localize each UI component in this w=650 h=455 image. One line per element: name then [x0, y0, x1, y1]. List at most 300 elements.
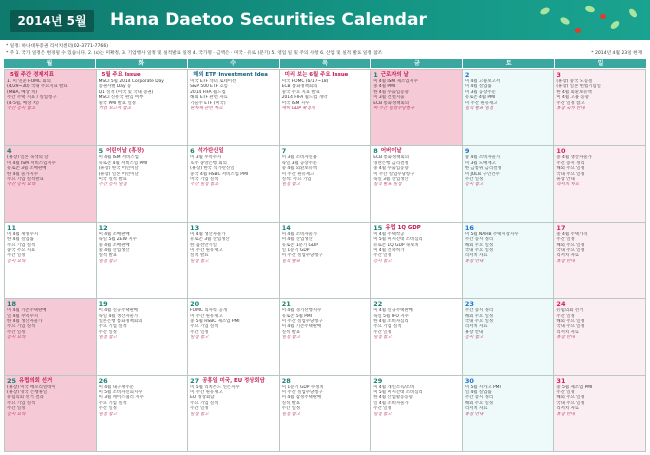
event-line: (휴장) 중국 노동절 [556, 79, 593, 84]
day-event-label: 유럽의회 선거 [19, 377, 53, 384]
calendar-cell [97, 376, 188, 451]
event-line: 예비 GDP 확정치 [281, 106, 316, 112]
event-line: 주요 기업 실적 [7, 324, 36, 330]
day-number: 21 [281, 300, 291, 309]
event-line: 주간 증시 정리 [464, 237, 494, 243]
event-line: 한 4월 소비자심리 [373, 319, 409, 324]
calendar-cell [463, 376, 554, 451]
cell-header [373, 147, 460, 155]
ladybug-icon [575, 28, 581, 33]
cell-event-list [282, 232, 369, 264]
cell-header [282, 300, 369, 308]
event-line: 미 4월 산업생산 [281, 237, 313, 243]
event-line: (휴장) 일본 녹색의 날 [7, 155, 49, 161]
calendar-cell [97, 299, 188, 374]
cell-event-list [465, 155, 552, 187]
day-number: 6 [190, 147, 195, 156]
event-line: 미 4월 내구재주문 [98, 384, 134, 390]
cell-event-list [190, 385, 277, 417]
cell-header [465, 71, 552, 79]
calendar-cell [371, 223, 462, 298]
leaf-decoration-icon [539, 6, 551, 16]
event-line: 미 4월 개인소득/소비 [373, 384, 415, 390]
event-line: 미 5월 NAHB 주택시장지수 [464, 231, 519, 237]
event-line: MSCI 5월 2014 Corporate Day [98, 79, 164, 84]
event-line: (휴장) 미국 메모리얼데이 [7, 384, 56, 390]
event-line: 미 3월 공장주문 [464, 89, 496, 95]
leaf-decoration-icon [584, 5, 595, 13]
event-line: 리서치 자료 [556, 406, 580, 412]
event-line: 국내 주요 일정 [464, 319, 494, 324]
event-line: 일본은행 통화정책회의 [98, 319, 143, 324]
event-line: 미 3월 도매재고 [464, 160, 496, 166]
event-line: 주간 일정 [7, 406, 26, 412]
event-line: 미국 ETF 섹터 로테이션 [190, 79, 237, 84]
cell-event-list [556, 79, 643, 111]
cell-event-list [465, 79, 552, 111]
cell-header [99, 224, 186, 232]
cell-header [7, 147, 94, 155]
event-line: FOMC 의사록 공개 [190, 308, 227, 314]
day-number: 13 [190, 223, 200, 232]
cell-event-list [7, 385, 94, 417]
cell-event-list [282, 155, 369, 187]
event-line: 독일 5월 IFO 지수 [373, 313, 409, 319]
event-line: 휴장 안내 [556, 335, 575, 341]
event-line: MSCI 신흥국 편입 여부 [98, 95, 144, 101]
event-line: (휴장) 영국 은행휴일 [7, 390, 48, 395]
calendar-cell [463, 70, 554, 145]
event-line: 미 주간 원유재고 [190, 313, 223, 319]
event-line: (휴장) 일본 헌법기념일 [556, 84, 601, 90]
day-number: 8 [373, 147, 378, 156]
leaf-decoration-icon [609, 19, 621, 30]
event-line: ECB 통화정책회의 [373, 155, 409, 161]
event-line: 유로존 3월 산업생산 [190, 237, 230, 243]
cell-event-list [465, 232, 552, 264]
event-line: 휴장 안내 [464, 329, 484, 335]
cell-event-list [190, 308, 277, 340]
event-line: 한 4월 산업활동동향 [373, 395, 413, 401]
cell-event-list [465, 385, 552, 417]
event-line: 중국 4월 HSBC 서비스업 PMI [190, 171, 249, 177]
event-line: 미 JOLTs 구인건수 [464, 171, 500, 177]
event-line: 리서치 자료 [556, 253, 580, 259]
event-line: 미 5월 리치몬드 연은지수 [190, 384, 240, 390]
event-line: 국내 주요 일정 [556, 324, 585, 330]
event-line: 미 3월 소비자신용 [281, 155, 317, 161]
calendar-cell [5, 146, 96, 221]
cell-header [373, 377, 460, 385]
event-line: 주간 주택 지표 / 실업청구 [7, 95, 57, 101]
weekday-mon: 월 [4, 59, 95, 68]
cell-header [465, 147, 552, 155]
event-line: 미 주간 원유재고 [190, 390, 223, 395]
event-line: 미 4월 생산자물가 [190, 231, 226, 237]
weekday-fri: 금 [371, 59, 462, 68]
cell-header [556, 71, 643, 79]
event-line: 일정 참고 [281, 335, 301, 341]
event-line: 미 4월 실업률 [464, 84, 492, 90]
cell-header [282, 224, 369, 232]
day-number: 2 [464, 71, 470, 79]
calendar-cell [280, 146, 371, 221]
weekday-thu: 목 [280, 59, 371, 68]
event-line: 일정 참고 [98, 258, 117, 264]
event-line: 미 주간 원유재고 [190, 248, 223, 254]
event-line: 원자재 관련 자료 [190, 106, 223, 112]
day-event-label: 5월 주요 Issue [101, 72, 141, 78]
calendar-cell [280, 70, 371, 145]
event-line: 휴장 안내 [556, 258, 575, 264]
event-line: 주간 일정 [556, 237, 575, 243]
event-line: 실적 발표 [190, 253, 209, 259]
calendar-cell [554, 299, 645, 374]
event-line: 주간 일정 [281, 406, 301, 412]
calendar-cell [463, 146, 554, 221]
event-line: 주요 기업 실적 [7, 242, 36, 248]
cell-event-list [190, 79, 277, 111]
year-month-badge: 2014년 5월 [10, 10, 94, 32]
event-line: ECB 통화정책회의 [373, 100, 409, 106]
event-line: 주간 일정 [464, 177, 484, 183]
event-line: 미 주간 원유재고 [464, 100, 498, 106]
event-line: 주요 기업 실적 [98, 400, 127, 406]
day-event-label: 어버이날 [380, 148, 402, 155]
cell-header [282, 71, 369, 79]
day-event-label: 5월 주간 경제지표 [10, 72, 54, 78]
event-line: 미 주간 실업수당청구 [281, 253, 323, 259]
event-line: 일정 참고 [190, 411, 209, 417]
event-line: 주간 증시 요약 [7, 182, 36, 188]
event-line: 미 3월 무역수지 [190, 155, 222, 161]
event-line: Q1 실적 (미국 및 국내 증권) [98, 89, 154, 95]
event-line: 미 1분기 GDP 수정치 [281, 384, 324, 390]
day-number: 4 [7, 147, 12, 156]
event-line: 중 4월 주택가격 [556, 231, 588, 237]
event-line: 2014 FIFA 월드컵 [190, 89, 226, 95]
event-line: 주요 기업 실적 [190, 400, 219, 406]
cell-event-list [282, 385, 369, 417]
event-line: 미 4월 주택착공 [373, 231, 405, 237]
event-line: 주간 일정 [7, 253, 26, 259]
event-line: 주간 증시 참조 [7, 106, 36, 112]
event-line: 미 주간 실업수당청구 [373, 171, 415, 177]
event-line: 휴장 안내 [556, 177, 575, 183]
event-line: 기업 보고서 참조 [98, 106, 132, 112]
day-event-label: 미리 보는 6월 주요 Issue [284, 72, 349, 78]
cell-event-list [373, 155, 460, 187]
event-line: 실적 발표 [281, 400, 301, 406]
event-line: 미 3월 케이스쉴러 지수 [98, 395, 144, 401]
event-line: 미 4월 기존주택판매 [281, 324, 322, 330]
day-number: 16 [464, 223, 474, 232]
event-line: 리서치 자료 [464, 324, 488, 330]
calendar-cell [5, 376, 96, 451]
day-event-label: 어린이날 (휴장) [106, 148, 145, 155]
event-line: 미 3월 건설지출 [373, 95, 405, 101]
cell-header [190, 300, 277, 308]
event-line: 일 4월 실업률 [464, 390, 492, 395]
cell-header [465, 224, 552, 232]
event-line: 미 5월 미시간대 소비심리 [373, 237, 423, 243]
event-line: 미 4월 경기선행지수 [281, 308, 322, 314]
cell-event-list [373, 79, 460, 111]
cell-event-list [99, 155, 186, 187]
event-line: 해외 주요 일정 [556, 395, 585, 401]
day-number: 24 [556, 300, 566, 309]
calendar-cell [188, 223, 279, 298]
event-line: 국내 주요 일정 [556, 400, 585, 406]
event-line: 실적 발표 [281, 258, 301, 264]
event-line: 중 5월 HSBC 제조업 PMI [190, 319, 240, 324]
day-number: 25 [7, 376, 17, 385]
cell-header [373, 71, 460, 79]
day-event-label: 공휴일 미국, EU 정상회담 [202, 377, 265, 384]
event-line: 리서치 자료 [464, 406, 488, 412]
event-line: 미 4월 소매판매 [98, 231, 130, 237]
event-line: 리서치 자료 [464, 253, 488, 259]
event-line: 유로존 5월 PMI [281, 313, 312, 319]
event-line: 한 4월 물가지수 [7, 171, 39, 177]
note-date: * 2014년 4월 23일 현재 [591, 51, 642, 56]
event-line: 일정 참고 [98, 335, 117, 341]
cell-event-list [373, 308, 460, 340]
weekday-tue: 화 [96, 59, 187, 68]
day-number: 26 [98, 376, 108, 385]
calendar-cell [188, 70, 279, 145]
event-line: 일정 참고 [190, 335, 209, 341]
event-line: 중 4월 생산자물가 [556, 155, 592, 161]
cell-event-list [282, 79, 369, 111]
event-line: 주간 증시 정리 [464, 308, 494, 314]
cell-header [190, 224, 277, 232]
event-line: 주간 일정 [556, 390, 575, 395]
event-line: 해외 주요 일정 [556, 166, 585, 172]
cell-event-list [99, 308, 186, 340]
cell-event-list [7, 308, 94, 340]
calendar-cell [280, 223, 371, 298]
event-line: 해외 ETF 관련 자료 [190, 95, 228, 101]
event-line: 주간 일정 [190, 329, 209, 335]
event-line: 국내 주요 일정 [556, 248, 585, 254]
day-number: 27 [190, 376, 200, 385]
event-line: 실적 발표 [98, 253, 117, 259]
cell-header [99, 377, 186, 385]
event-line: 휴장 안내 [464, 411, 484, 417]
day-number: 17 [556, 223, 566, 232]
event-line: 미 5월 시카고 PMI [464, 384, 501, 390]
cell-header [373, 224, 460, 232]
event-line: 유로존 4월 서비스업 PMI [98, 160, 148, 166]
event-line: 미 4월 잠정주택판매 [281, 395, 322, 401]
event-line: 일정 참고 [373, 335, 392, 341]
cell-event-list [556, 155, 643, 187]
calendar-cell [554, 376, 645, 451]
cell-event-list [556, 232, 643, 264]
event-line: 주간 일정 [373, 406, 392, 412]
event-line: 중 4월 외환보유액 [281, 166, 317, 172]
cell-header [99, 147, 186, 155]
event-line: 일정 참고 [281, 411, 301, 417]
event-line: 유로존 1Q GDP 속보치 [373, 242, 419, 248]
cell-header [7, 377, 94, 385]
event-line: 미 4월 소비자물가 [281, 231, 317, 237]
event-line: 미 4월 ISM 서비스업지수 [7, 160, 56, 166]
event-line: 주요 기업 실적 [190, 324, 219, 330]
event-line: 증권사별 Day 등 [98, 84, 132, 90]
cell-header [556, 224, 643, 232]
event-line: 일 1분기 GDP [281, 248, 310, 254]
event-line: 미 4월 고용 동향 [556, 95, 589, 101]
event-line: EU 정상회담 [190, 395, 215, 401]
day-number: 19 [98, 300, 108, 309]
event-line: 휴장 국가 안내 [556, 106, 585, 112]
event-line: 유로존 1분기 GDP [281, 242, 318, 248]
event-line: 중 4월 산업생산 [98, 248, 130, 254]
calendar-cell [371, 70, 462, 145]
calendar-cell [5, 70, 96, 145]
note-line-2-text: * 주 1. 국가 일정은 변경될 수 있습니다. 2. (s)는 미확정, 3. 기업행사 일정 및 실적발표 일정 4. 국가명 · 금액은 · 미국 · 유로 (분기) 5. 영업 일 및 주의 사항 6. 산업 및 실적 발표 일정 참조 [6, 51, 383, 56]
event-line: 호주 중앙은행 회의 [190, 160, 227, 166]
weekday-wed: 수 [188, 59, 279, 68]
event-line: 증시 참고 [464, 335, 484, 341]
day-number: 10 [556, 147, 566, 156]
event-line: 휴장 안내 [464, 258, 484, 264]
event-line: 증시 요약 [7, 411, 26, 417]
calendar-cell [280, 299, 371, 374]
event-line: 한 금통위 금리결정 [464, 166, 502, 172]
day-number: 18 [7, 300, 17, 309]
calendar-cell [554, 146, 645, 221]
event-line: 주요 기업 실적 [7, 400, 36, 406]
calendar-header [0, 0, 650, 40]
event-line: 해외 주요 일정 [556, 242, 585, 248]
event-line: 기술주 ETF (미국) [190, 100, 226, 106]
cell-header [556, 147, 643, 155]
calendar-cell [97, 146, 188, 221]
cell-header [465, 300, 552, 308]
calendar-cell [371, 299, 462, 374]
calendar-title: Hana Daetoo Securities Calendar [110, 10, 427, 30]
event-line: 주간 일정 [98, 406, 117, 412]
day-event-label: 유럽 1Q GDP [385, 224, 421, 231]
day-number: 30 [464, 376, 474, 385]
cell-event-list [99, 385, 186, 417]
event-line: (4-5월, 예상 치) [7, 100, 39, 106]
event-line: (MBA, 예상 치) [7, 89, 38, 95]
cell-event-list [7, 79, 94, 111]
event-line: 유럽의회 선거 [556, 308, 584, 314]
event-line: 일정 참고 [98, 411, 117, 417]
event-line: 국내 주요 일정 [556, 171, 585, 177]
cell-header [99, 300, 186, 308]
event-line: ECB 통화정책회의 [281, 84, 318, 90]
event-line: 중 4월 소비자물가 [464, 155, 501, 161]
event-line: 주간 일정 [98, 329, 117, 335]
event-line: 리서치 자료 [556, 182, 580, 188]
leaf-decoration-icon [627, 7, 638, 19]
cell-header [7, 71, 94, 79]
event-line: 해외 주요 일정 [464, 400, 494, 406]
day-number: 15 [373, 223, 383, 232]
event-line: 미국 기업 실적 [190, 177, 219, 183]
event-line: 중국 PMI 발표 일정 [98, 100, 136, 106]
note-line-1: * 일정: 하나대투증권 리서치센터(02-3771-7766) [6, 44, 109, 49]
cell-event-list [99, 79, 186, 111]
cell-event-list [7, 155, 94, 187]
event-line: 중국 주요 지표 발표 [281, 89, 320, 95]
event-line: 주간 일정 참조 [190, 182, 219, 188]
weekday-sat: 토 [463, 59, 554, 68]
calendar-grid [4, 69, 646, 452]
calendar-cell [188, 146, 279, 221]
cell-event-list [465, 308, 552, 340]
event-line: (휴장) 일본 어린이날 [98, 171, 139, 177]
event-line: 미 4월 ISM 제조업지수 [373, 79, 418, 84]
event-line: 한 옵션만기일 [190, 242, 217, 248]
event-line: 미 4월 신규주택판매 [98, 308, 139, 314]
cell-event-list [99, 232, 186, 264]
cell-event-list [373, 232, 460, 264]
event-line: 미 4월 신규주택판매 [373, 308, 413, 314]
event-line: 중 5월 제조업 PMI [556, 384, 593, 390]
event-line: 2014 FIFA 월드컵 개막 [281, 95, 328, 101]
event-line: 미 주간 원유재고 [281, 171, 315, 177]
day-number: 29 [373, 376, 383, 385]
cell-event-list [282, 308, 369, 340]
event-line: 실적 발표 일정 [373, 182, 402, 188]
cell-event-list [190, 155, 277, 187]
day-number: 1 [373, 71, 378, 79]
cell-header [282, 147, 369, 155]
leaf-decoration-icon [559, 16, 571, 26]
day-number: 9 [464, 147, 470, 156]
event-line: 중 4월 소매판매 [98, 242, 130, 248]
calendar-cell [371, 376, 462, 451]
event-line: 영란은행 금리결정 [373, 160, 409, 166]
calendar-cell [371, 146, 462, 221]
cell-header [556, 377, 643, 385]
cell-event-list [556, 385, 643, 417]
day-number: 12 [98, 223, 108, 232]
event-line: 미 4월 ISM 서비스업 [98, 155, 139, 161]
event-line: 미 4월 건축허가 [373, 248, 405, 254]
day-number: 14 [281, 223, 291, 232]
event-line: 증시 참고 [373, 258, 392, 264]
event-line: 주간 일정 참고 [556, 100, 585, 106]
event-line: 한 4월 실업률 [7, 237, 34, 243]
event-line: 주요 기업 실적 [373, 324, 402, 330]
cell-header [556, 300, 643, 308]
day-number: 7 [281, 147, 287, 156]
event-line: 중 4월 PMI [373, 84, 396, 90]
event-line: 주간 일정 [373, 253, 392, 259]
weekday-sun: 일 [555, 59, 646, 68]
event-line: 주간 일정 [7, 329, 26, 335]
cell-header [373, 300, 460, 308]
day-number: 31 [556, 376, 566, 385]
calendar-cell [463, 299, 554, 374]
event-line: 일정 참고 [190, 258, 209, 264]
event-line: 독일 3월 산업생산 [373, 177, 409, 183]
day-number: 28 [281, 376, 291, 385]
event-line: 해외 주요 일정 [556, 319, 585, 324]
event-line: 주간 일정 [373, 329, 392, 335]
event-line: 증시 요약 [7, 258, 26, 264]
event-line: 한 4월 외환보유액 [556, 89, 592, 95]
event-line: 일정 참고 [373, 411, 392, 417]
